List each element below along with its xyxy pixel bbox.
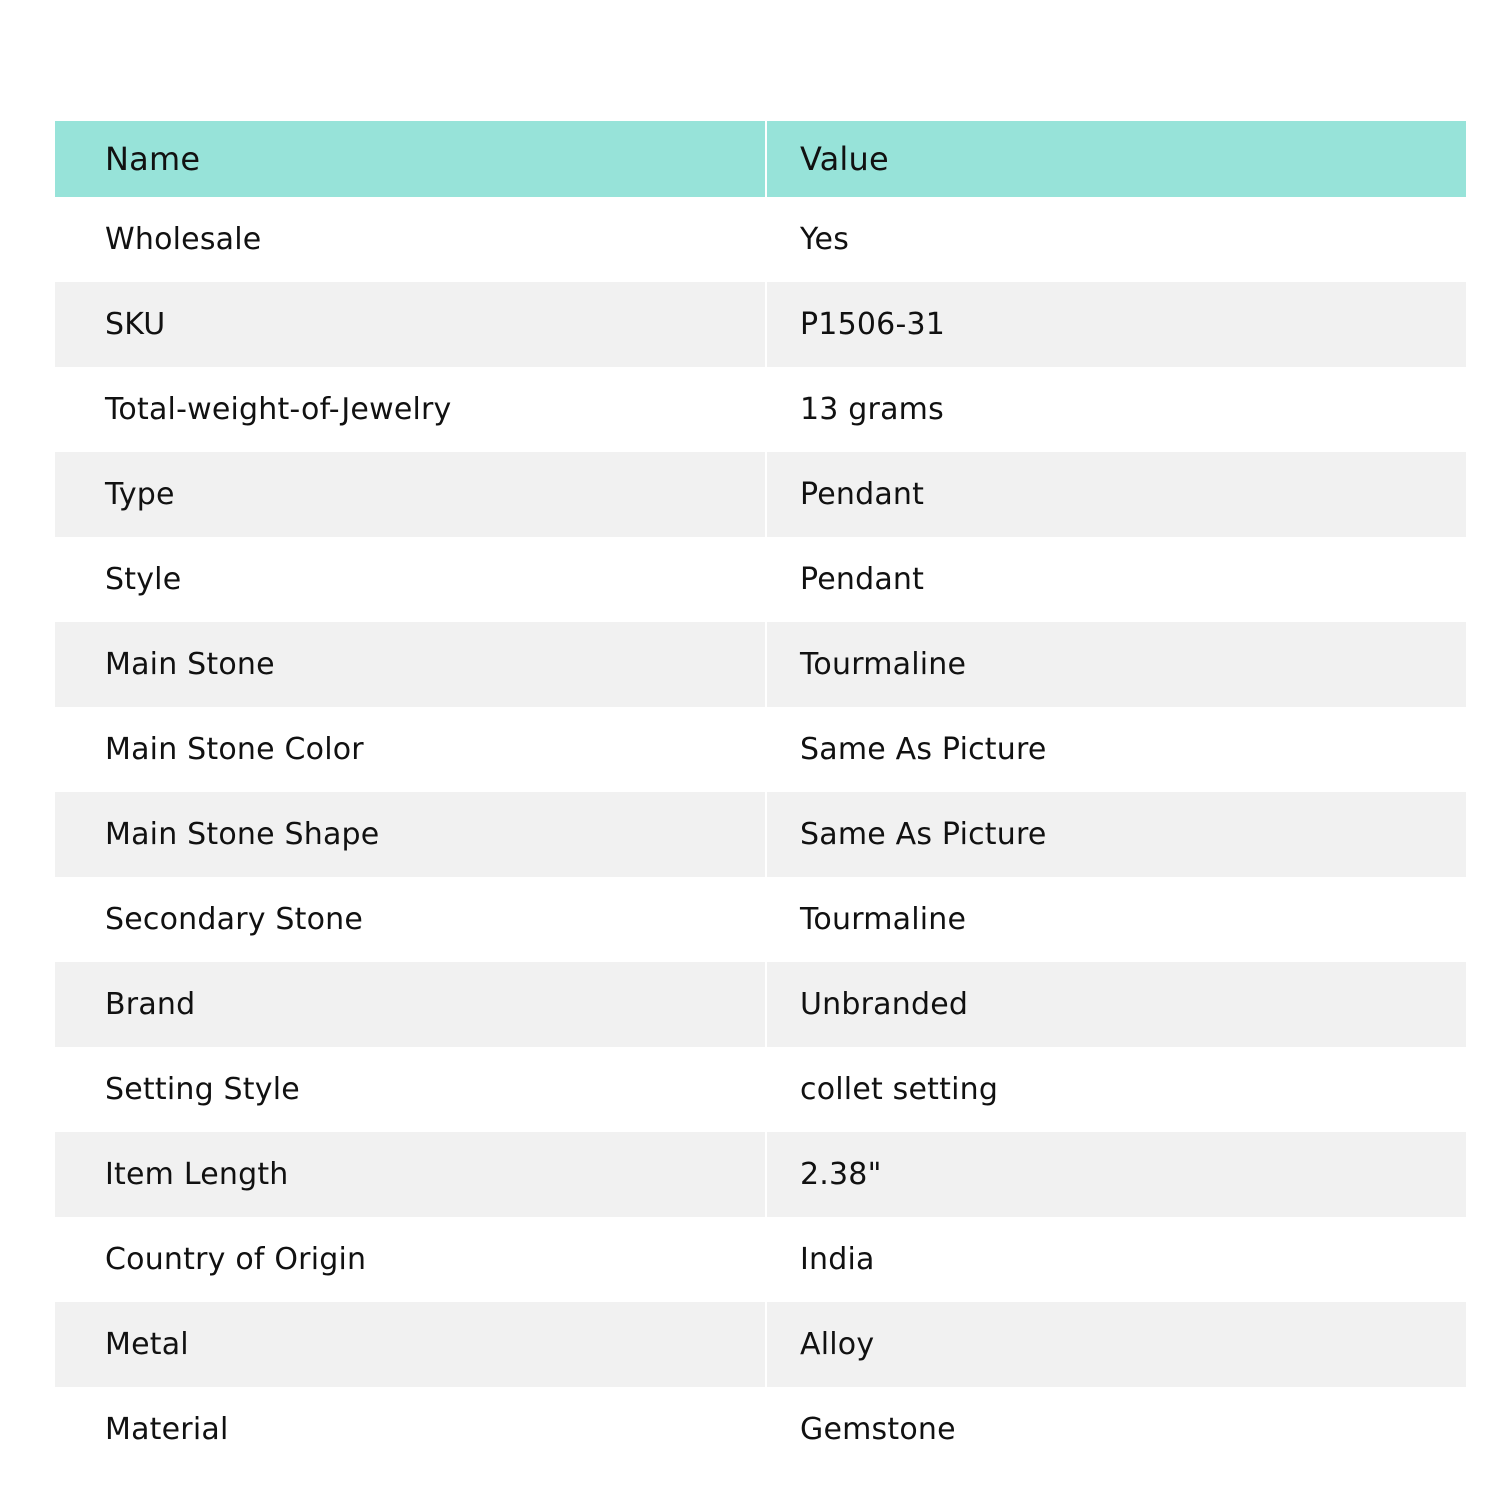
attribute-name: Wholesale [55, 197, 766, 282]
table-row [55, 877, 1466, 962]
attribute-name: Brand [55, 962, 766, 1047]
attribute-value: Alloy [766, 1302, 1466, 1387]
attribute-value: collet setting [800, 1072, 999, 1107]
attribute-value: 13 grams [800, 392, 944, 427]
attribute-name: Setting Style [55, 1047, 766, 1132]
attribute-value: P1506-31 [766, 282, 1466, 367]
attribute-name: Metal [55, 1302, 766, 1387]
table-row [55, 1132, 1466, 1217]
attribute-name: Main Stone [55, 622, 766, 707]
table-row [55, 962, 1466, 1047]
table-row [55, 282, 1466, 367]
attribute-name: Secondary Stone [55, 877, 766, 962]
table-row [55, 537, 1466, 622]
table-row [55, 452, 1466, 537]
attribute-value: Pendant [766, 452, 1466, 537]
name-column-header: Name [55, 121, 766, 197]
attribute-name: Type [55, 452, 766, 537]
table-row [55, 1302, 1466, 1387]
table-header [55, 121, 1466, 197]
attribute-value: Same As Picture [800, 732, 1047, 767]
attribute-value: Yes [800, 222, 850, 257]
attribute-name: SKU [55, 282, 766, 367]
attribute-value: Same As Picture [766, 792, 1466, 877]
attribute-name: Main Stone Shape [55, 792, 766, 877]
attribute-name: Main Stone Color [55, 707, 766, 792]
table-row [55, 622, 1466, 707]
value-column-header: Value [766, 121, 1466, 197]
table-row [55, 792, 1466, 877]
attribute-value: 2.38" [766, 1132, 1466, 1217]
attribute-value: India [800, 1242, 875, 1277]
attribute-name: Material [55, 1387, 766, 1472]
table-row [55, 197, 1466, 282]
table-row [55, 707, 1466, 792]
attribute-name: Item Length [55, 1132, 766, 1217]
attribute-value: Pendant [800, 562, 925, 597]
table-row [55, 1047, 1466, 1132]
attribute-value: Tourmaline [766, 622, 1466, 707]
attribute-name: Total-weight-of-Jewelry [55, 367, 766, 452]
attribute-value: Gemstone [800, 1412, 956, 1447]
table-body [55, 197, 1466, 1472]
attribute-name: Style [55, 537, 766, 622]
table-row [55, 1217, 1466, 1302]
item-specifics-table [55, 121, 1466, 1472]
attribute-name: Country of Origin [55, 1217, 766, 1302]
attribute-value: Unbranded [766, 962, 1466, 1047]
header-row [55, 121, 1466, 197]
table-row [55, 1387, 1466, 1472]
attribute-value: Tourmaline [800, 902, 967, 937]
table-row [55, 367, 1466, 452]
